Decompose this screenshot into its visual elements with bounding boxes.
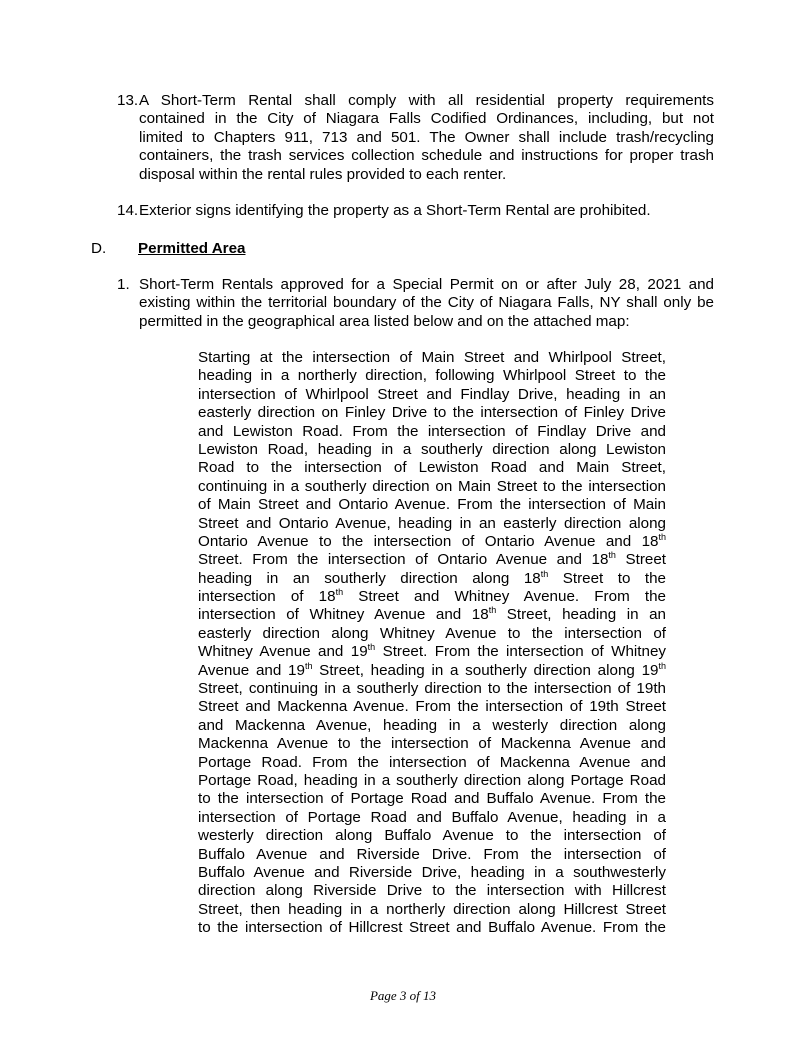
boundary-text-line: Street. From the intersection of Ontario Avenue and 18th Street	[198, 550, 666, 569]
text-line: containers, the trash services collection schedule and instructions for proper trash	[139, 147, 714, 165]
boundary-text-line: to the intersection of Portage Road and Buffalo Avenue. From the	[198, 790, 666, 808]
item-number: 1.	[117, 276, 130, 293]
ordinal-suffix: th	[540, 568, 549, 579]
section-title: Permitted Area	[138, 240, 246, 257]
boundary-text-line: intersection of Portage Road and Buffalo Avenue, heading in a	[198, 808, 666, 826]
text-line: existing within the territorial boundary of the City of Niagara Falls, NY shall only be	[139, 294, 714, 312]
ordinal-suffix: th	[608, 550, 616, 561]
boundary-text-line: Avenue and 19th Street, heading in a southerly direction along 19th	[198, 660, 666, 679]
boundary-text-line: heading in an southerly direction along 18th Street to the	[198, 568, 666, 587]
boundary-text-line: westerly direction along Buffalo Avenue to the intersection of	[198, 827, 666, 845]
boundary-text-line: Street, continuing in a southerly direction to the intersection of 19th	[198, 680, 666, 698]
boundary-text-line: Lewiston Road, heading in a southerly direction along Lewiston	[198, 440, 666, 458]
item-text	[139, 202, 714, 220]
item-text	[139, 276, 714, 331]
text-line: limited to Chapters 911, 713 and 501. The Owner shall include trash/recycling	[139, 128, 714, 146]
boundary-text-line: Buffalo Avenue and Riverside Drive. From the intersection of	[198, 845, 666, 863]
ordinal-suffix: th	[335, 587, 344, 598]
boundary-text-line: of Main Street and Ontario Avenue. From the intersection of Main	[198, 496, 666, 514]
text-line: disposal within the rental rules provided to each renter.	[139, 165, 507, 183]
ordinal-suffix: th	[304, 660, 313, 671]
boundary-text-line: Portage Road. From the intersection of Mackenna Avenue and	[198, 753, 666, 771]
boundary-text-line: continuing in a southerly direction on Main Street to the intersection	[198, 477, 666, 495]
boundary-text-line: intersection of 18th Street and Whitney Avenue. From the	[198, 587, 667, 606]
text-line: Short-Term Rentals approved for a Special Permit on or after July 28, 2021 and	[139, 276, 714, 293]
ordinal-suffix: th	[367, 642, 376, 653]
text-line: A Short-Term Rental shall comply with all residential property requirements	[139, 92, 714, 109]
boundary-text-line: Street, then heading in a northerly direction along Hillcrest Street	[198, 900, 666, 918]
item-text	[139, 92, 714, 184]
section-letter: D.	[91, 240, 107, 257]
boundary-text-line: Ontario Avenue to the intersection of Ontario Avenue and 18th	[198, 531, 666, 550]
boundary-text-line: intersection of Whitney Avenue and 18th Street, heading in an	[198, 605, 666, 624]
boundary-text-line: Street and Ontario Avenue, heading in an easterly direction along	[198, 514, 666, 532]
boundary-text-line: Starting at the intersection of Main Street and Whirlpool Street,	[198, 349, 666, 366]
boundary-text-line: and Lewiston Road. From the intersection of Findlay Drive and	[198, 422, 666, 440]
boundary-text-line: easterly direction on Finley Drive to the intersection of Finley Drive	[198, 404, 666, 422]
boundary-text-line: easterly direction along Whitney Avenue to the intersection of	[198, 624, 666, 642]
ordinal-suffix: th	[488, 605, 497, 616]
boundary-text-line: and Mackenna Avenue, heading in a westerly direction along	[198, 716, 666, 734]
boundary-text-line: direction along Riverside Drive to the intersection with Hillcrest	[198, 882, 666, 900]
ordinal-suffix: th	[658, 531, 666, 542]
boundary-text-line: Portage Road, heading in a southerly direction along Portage Road	[198, 771, 666, 789]
boundary-text-line: Mackenna Avenue to the intersection of Mackenna Avenue and	[198, 735, 666, 753]
ordinal-suffix: th	[658, 660, 666, 671]
text-line: Exterior signs identifying the property as a Short-Term Rental are prohibited.	[139, 202, 651, 219]
boundary-text-line: to the intersection of Hillcrest Street and Buffalo Avenue. From the	[198, 919, 666, 937]
page-number: Page 3 of 13	[369, 988, 437, 1003]
boundary-text-line: Road to the intersection of Lewiston Road and Main Street,	[198, 459, 666, 477]
boundary-text-line: Buffalo Avenue and Riverside Drive, heading in a southwesterly	[198, 863, 666, 881]
item-number: 14.	[117, 202, 139, 219]
boundary-text-line: Street and Mackenna Avenue. From the intersection of 19th Street	[198, 698, 666, 716]
text-line: permitted in the geographical area listed below and on the attached map:	[139, 312, 630, 330]
boundary-description	[198, 349, 666, 938]
boundary-text-line: Whitney Avenue and 19th Street. From the intersection of Whitney	[198, 642, 667, 661]
item-number: 13.	[117, 92, 139, 109]
boundary-text-line: intersection of Whirlpool Street and Findlay Drive, heading in an	[198, 385, 666, 403]
boundary-text-line: heading in a northerly direction, following Whirlpool Street to the	[198, 367, 666, 385]
text-line: contained in the City of Niagara Falls Codified Ordinances, including, but not	[139, 110, 714, 128]
